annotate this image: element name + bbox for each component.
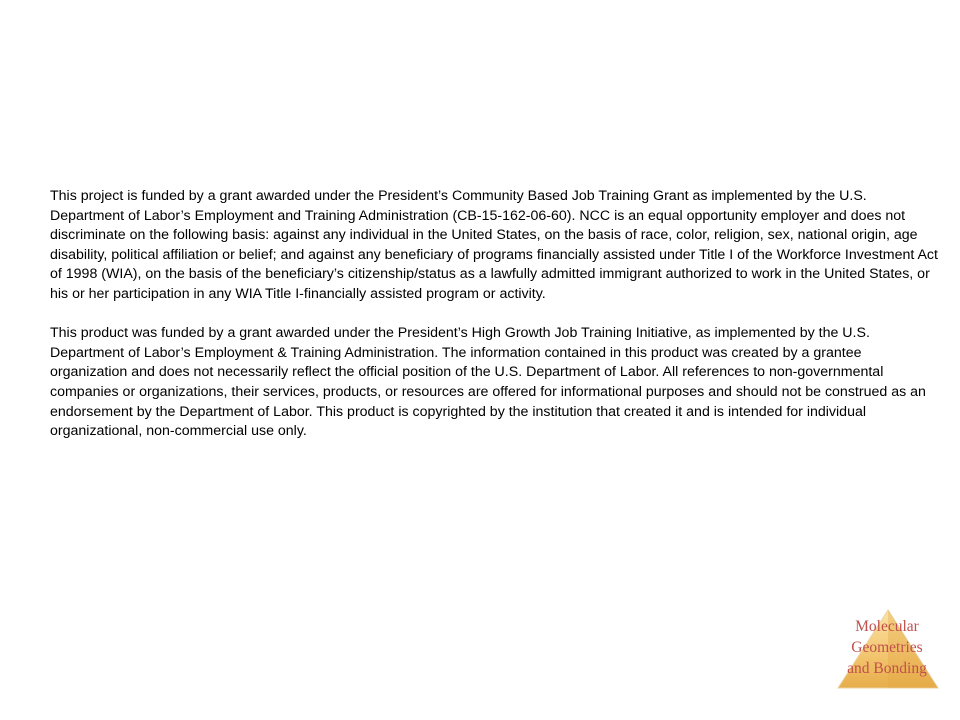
endorsement-disclaimer-paragraph: This product was funded by a grant awarded under the President’s High Growth Job Training Initiative, as implemented by the U.S. Department of Labor’s Employment & Training Administration. The information contained in this product was created by a grantee organization and does not necessarily reflect the official position of the U.S. Department of Labor. All references to non-governmental companies or organizations, their services, products, or resources are offered for informational purposes and should not be construed as an endorsement by the Department of Labor. This product is copyrighted by the institution that created it and is intended for individual organizational, non-commercial use only. xyxy=(50,325,926,440)
funding-disclaimer-paragraph: This project is funded by a grant awarded under the President’s Community Based Job Training Grant as implemented by the U.S. Department of Labor’s Employment and Training Administration (CB-15-162-06-60). NCC is an equal opportunity employer and does not discriminate on the following basis: against any individual in the United States, on the basis of race, color, religion, sex, national origin, age disability, political affiliation or belief; and against any beneficiary of programs financially assisted under Title I of the Workforce Investment Act of 1998 (WIA), on the basis of the beneficiary’s citizenship/status as a lawfully admitted immigrant authorized to work in the United States, or his or her participation in any WIA Title I-financially assisted program or activity. xyxy=(50,188,938,302)
logo-title xyxy=(828,616,946,679)
disclaimer-text-block xyxy=(50,187,940,461)
logo-line-1: Molecular xyxy=(855,618,919,635)
logo-line-2: Geometries xyxy=(851,639,923,656)
course-logo xyxy=(828,606,946,692)
logo-line-3: and Bonding xyxy=(847,660,927,677)
